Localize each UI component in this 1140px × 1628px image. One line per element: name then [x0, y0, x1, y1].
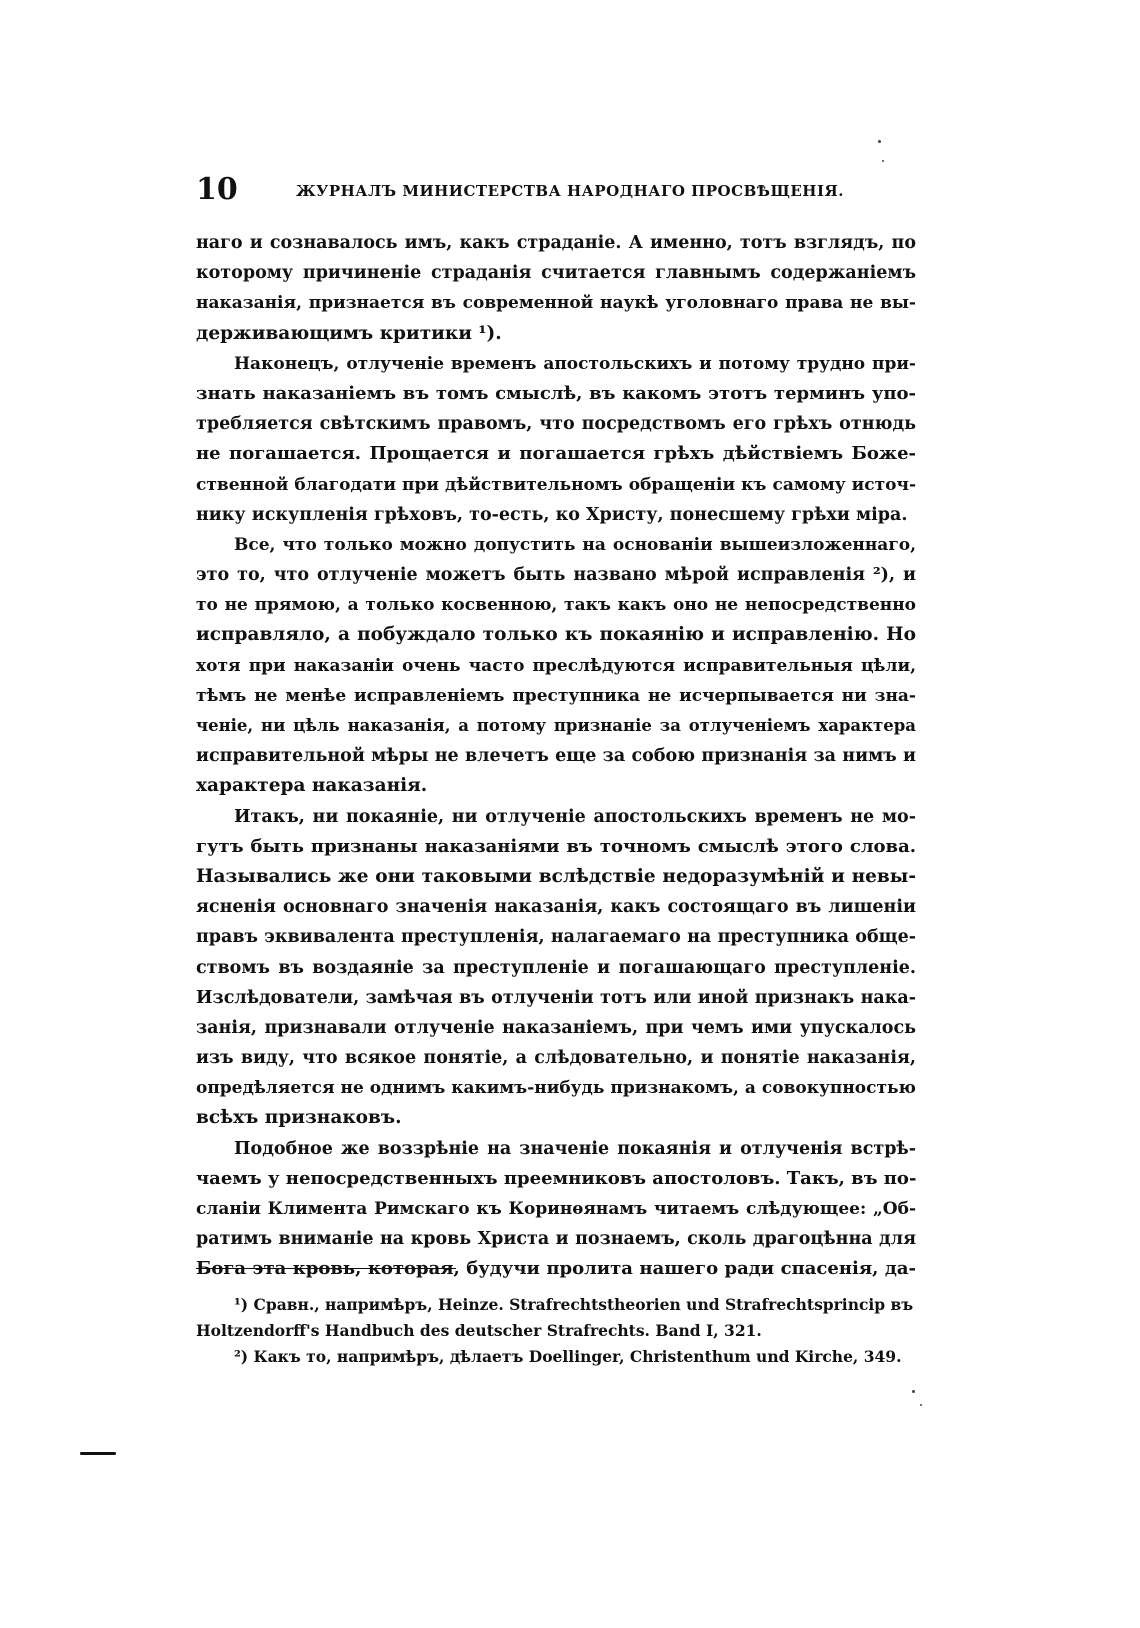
scan-speck [882, 160, 884, 162]
scan-speck [878, 140, 881, 143]
text-line: характера наказанія. [196, 775, 428, 797]
text-line: требляется свѣтскимъ правомъ, что посредствомъ его грѣхъ отнюдь [196, 414, 916, 435]
text-line: опредѣляется не однимъ какимъ-нибудь признакомъ, а совокупностью [196, 1078, 916, 1099]
text-line: ствомъ въ воздаяніе за преступленіе и погашающаго преступленіе. [196, 957, 916, 978]
text-line: Подобное же воззрѣніе на значеніе покаянія и отлученія встрѣ- [234, 1138, 916, 1159]
text-line: Итакъ, ни покаяніе, ни отлученіе апостольскихъ временъ не мо- [234, 806, 916, 827]
text-line: это то, что отлученіе можетъ быть названо мѣрой исправленія ²), и [196, 565, 916, 586]
footnote-line: ¹) Сравн., напримѣръ, Heinze. Strafrechtstheorien und Strafrechtsprincip въ [234, 1295, 914, 1314]
footnote-line: ²) Какъ то, напримѣръ, дѣлаетъ Doellinger, Christenthum und Kirche, 349. [234, 1347, 902, 1366]
text-line: чаемъ у непосредственныхъ преемниковъ апостоловъ. Такъ, въ по- [196, 1167, 917, 1189]
text-line: занія, признавали отлученіе наказаніемъ, при чемъ ими упускалось [196, 1017, 916, 1038]
margin-scan-mark [80, 1452, 116, 1455]
page-number: 10 [196, 172, 238, 207]
footnotes [196, 1292, 916, 1370]
text-line: ясненія основнаго значенія наказанія, какъ состоящаго въ лишеніи [196, 897, 916, 918]
text-line: знать наказаніемъ въ томъ смыслѣ, въ какомъ этотъ терминъ упо- [196, 382, 916, 404]
text-line: исправляло, а побуждало только къ покаянію и исправленію. Но [196, 624, 916, 646]
scan-speck [912, 1390, 915, 1393]
text-line: которому причиненіе страданія считается главнымъ содержаніемъ [196, 263, 916, 284]
text-line: то не прямою, а только косвенною, такъ какъ оно не непосредственно [196, 595, 916, 616]
footnote-divider [196, 1268, 456, 1269]
text-line: изъ виду, что всякое понятіе, а слѣдовательно, и понятіе наказанія, [196, 1048, 916, 1069]
text-line: не погашается. Прощается и погашается грѣхъ дѣйствіемъ Боже- [196, 443, 916, 465]
text-line: ченіе, ни цѣль наказанія, а потому признаніе за отлученіемъ характера [196, 716, 916, 735]
text-line: наказанія, признается въ современной наукѣ уголовнаго права не вы- [196, 293, 916, 314]
text-line: Бога эта кровь, которая, будучи пролита нашего ради спасенія, да- [196, 1258, 916, 1280]
text-line: исправительной мѣры не влечетъ еще за собою признанія за нимъ и [196, 746, 916, 767]
text-line: всѣхъ признаковъ. [196, 1107, 402, 1129]
text-line: нику искупленія грѣховъ, то-есть, ко Христу, понесшему грѣхи міра. [196, 504, 908, 525]
text-line: ратимъ вниманіе на кровь Христа и познаемъ, сколь драгоцѣнна для [196, 1229, 916, 1250]
body-text [196, 228, 916, 1285]
page-header [196, 170, 926, 210]
text-line: Изслѣдователи, замѣчая въ отлученіи тотъ или иной признакъ нака- [196, 987, 916, 1008]
text-line: хотя при наказаніи очень часто преслѣдуются исправительныя цѣли, [196, 655, 916, 676]
text-line: Наконецъ, отлученіе временъ апостольскихъ и потому трудно при- [234, 353, 916, 374]
text-line: правъ эквивалента преступленія, налагаемаго на преступника обще- [196, 927, 916, 948]
text-line: Все, что только можно допустить на основаніи вышеизложеннаго, [234, 534, 916, 555]
running-title: ЖУРНАЛЪ МИНИСТЕРСТВА НАРОДНАГО ПРОСВѢЩЕНІЯ. [296, 182, 844, 200]
text-line: ственной благодати при дѣйствительномъ обращеніи къ самому источ- [196, 474, 916, 495]
text-line: тѣмъ не менѣе исправленіемъ преступника не исчерпывается ни зна- [196, 685, 916, 706]
footnote-line: Holtzendorff's Handbuch des deutscher Strafrechts. Band I, 321. [196, 1321, 762, 1340]
text-line: наго и сознавалось имъ, какъ страданіе. А именно, тотъ взглядъ, по [196, 233, 916, 253]
scan-speck [920, 1404, 922, 1406]
text-line: Назывались же они таковыми вслѣдствіе недоразумѣній и невы- [196, 865, 916, 887]
text-line: гутъ быть признаны наказаніями въ точномъ смыслѣ этого слова. [196, 835, 916, 857]
text-line: держивающимъ критики ¹). [196, 322, 502, 344]
text-line: сланіи Климента Римскаго къ Коринѳянамъ читаемъ слѣдующее: „Об- [196, 1199, 916, 1219]
